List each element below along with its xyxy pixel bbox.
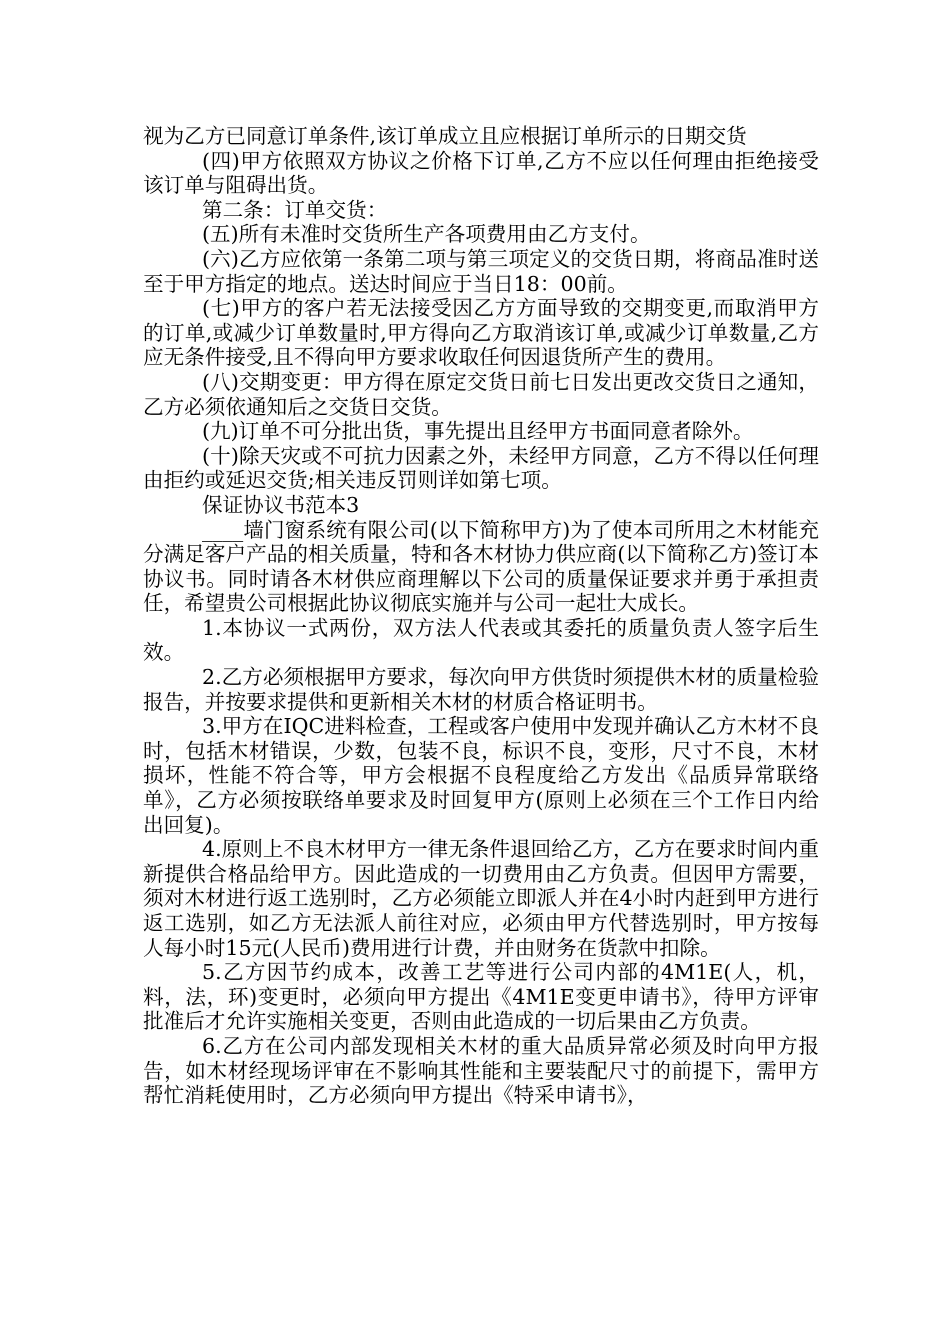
paragraph-item-5: 5.乙方因节约成本，改善工艺等进行公司内部的4M1E(人，机，料，法，环)变更时，必须向甲方提出《4M1E变更申请书》，待甲方评审批准后才允许实施相关变更，否则由此造成的一切后果由乙方负责。 [143,960,819,1034]
paragraph-clause-5: (五)所有未准时交货所生产各项费用由乙方支付。 [202,222,651,247]
paragraph-item-1: 1.本协议一式两份，双方法人代表或其委托的质量负责人签字后生效。 [143,615,819,665]
paragraph-clause-7: (七)甲方的客户若无法接受因乙方方面导致的交期变更,而取消甲方的订单,或减少订单数量时,甲方得向乙方取消该订单,或减少订单数量,乙方应无条件接受,且不得向甲方要求收取任何因退货所产生的费用。 [143,296,819,370]
paragraph-clause-9: (九)订单不可分批出货，事先提出且经甲方书面同意者除外。 [202,419,754,444]
paragraph-item-2: 2.乙方必须根据甲方要求，每次向甲方供货时须提供木材的质量检验报告，并按要求提供和更新相关木材的材质合格证明书。 [143,665,819,714]
section-title-template-3: 保证协议书范本3 [202,492,360,517]
paragraph-clause-4: (四)甲方依照双方协议之价格下订单,乙方不应以任何理由拒绝接受该订单与阻碍出货。 [143,148,819,198]
paragraph-continuation: 视为乙方已同意订单条件,该订单成立且应根据订单所示的日期交货 [143,124,747,148]
paragraph-clause-8: (八)交期变更：甲方得在原定交货日前七日发出更改交货日之通知，乙方必须依通知后之交货日交货。 [143,369,819,419]
paragraph-item-3: 3.甲方在IQC进料检查，工程或客户使用中发现并确认乙方木材不良时，包括木材错误，少数，包装不良，标识不良，变形，尺寸不良，木材损坏，性能不符合等，甲方会根据不良程度给乙方发出《品质异常联络单》，乙方必须按联络单要求及时回复甲方(原则上必须在三个工作日内给出回复)。 [143,714,819,837]
paragraph-intro: ____墙门窗系统有限公司(以下简称甲方)为了使本司所用之木材能充分满足客户产品的相关质量，特和各木材协力供应商(以下简称乙方)签订本协议书。同时请各木材供应商理解以下公司的质量保证要求并勇于承担责任，希望贵公司根据此协议彻底实施并与公司一起壮大成长。 [143,517,819,616]
paragraph-clause-6: (六)乙方应依第一条第二项与第三项定义的交货日期，将商品准时送至于甲方指定的地点。送达时间应于当日18：00前。 [143,246,819,296]
paragraph-item-4: 4.原则上不良木材甲方一律无条件退回给乙方，乙方在要求时间内重新提供合格品给甲方。因此造成的一切费用由乙方负责。但因甲方需要，须对木材进行返工选别时，乙方必须能立即派人并在4小时内赶到甲方进行返工选别，如乙方无法派人前往对应，必须由甲方代替选别时，甲方按每人每小时15元(人民币)费用进行计费，并由财务在货款中扣除。 [143,837,819,960]
paragraph-clause-10: (十)除天灾或不可抗力因素之外，未经甲方同意，乙方不得以任何理由拒约或延迟交货;相关违反罚则详如第七项。 [143,443,819,493]
section-heading-article-2: 第二条：订单交货： [202,197,388,222]
document-body [143,124,819,1108]
paragraph-item-6: 6.乙方在公司内部发现相关木材的重大品质异常必须及时向甲方报告，如木材经现场评审在不影响其性能和主要装配尺寸的前提下，需甲方帮忙消耗使用时，乙方必须向甲方提出《特采申请书》， [143,1033,819,1108]
